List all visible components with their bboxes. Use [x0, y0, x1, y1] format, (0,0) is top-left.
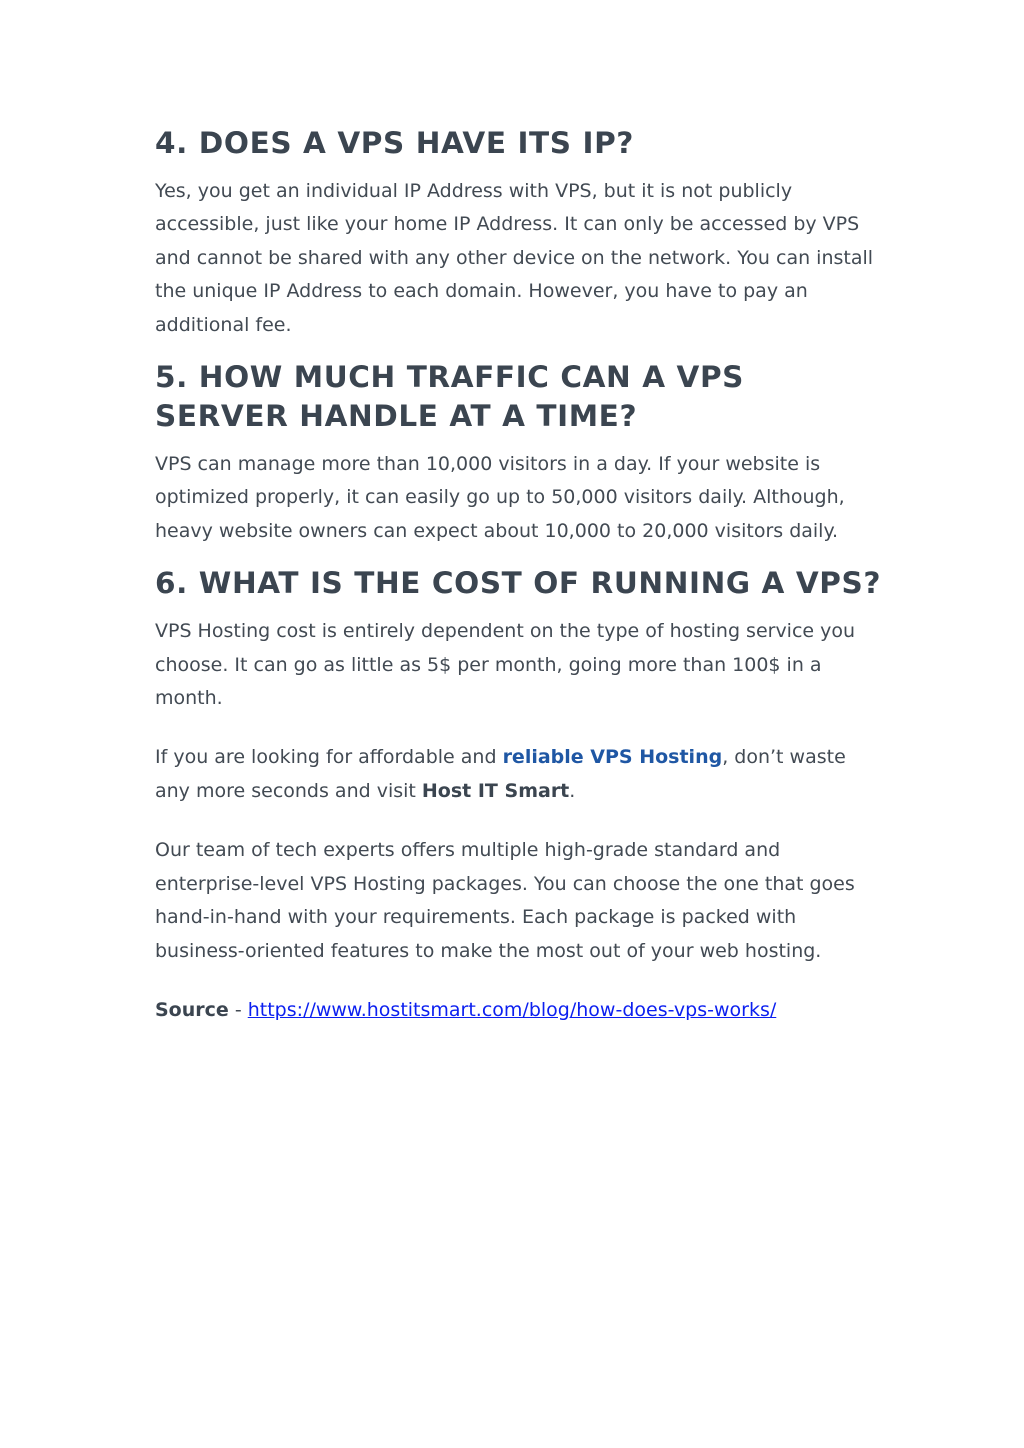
source-label: Source	[155, 998, 229, 1021]
section-heading-ip: 4. DOES A VPS HAVE ITS IP?	[155, 126, 635, 160]
section-body-traffic: VPS can manage more than 10,000 visitors in a day. If your website is optimized properly, it can easily go up to 50,000 visitors daily. Although, heavy website owners can expect about 10,000 to 20,000 visitors daily.	[155, 453, 845, 542]
source-separator: -	[228, 998, 248, 1021]
reliable-vps-hosting-link[interactable]: reliable VPS Hosting	[502, 746, 723, 769]
brand-name: Host IT Smart	[421, 779, 570, 802]
cta-paragraph	[155, 741, 885, 808]
cta-text-middle: , don’t waste any more seconds and visit	[155, 746, 846, 802]
cta-text-before: If you are looking for affordable and	[155, 746, 503, 769]
cta-text-after: .	[569, 779, 576, 802]
section-body-ip: Yes, you get an individual IP Address with VPS, but it is not publicly accessible, just like your home IP Address. It can only be accessed by VPS and cannot be shared with any other device on the network. You can install the unique IP Address to each domain. However, you have to pay an additional fee.	[155, 180, 874, 336]
source-line	[155, 994, 885, 1027]
article-content	[155, 124, 885, 1027]
team-paragraph: Our team of tech experts offers multiple high-grade standard and enterprise-level VPS Hosting packages. You can choose the one that goes hand-in-hand with your requirements. Each package is packed with business-oriented features to make the most out of your web hosting.	[155, 839, 855, 962]
section-heading-traffic: 5. HOW MUCH TRAFFIC CAN A VPS SERVER HANDLE AT A TIME?	[155, 360, 745, 434]
section-body-cost: VPS Hosting cost is entirely dependent on the type of hosting service you choose. It can go as little as 5$ per month, going more than 100$ in a month.	[155, 620, 856, 710]
source-url-link[interactable]: https://www.hostitsmart.com/blog/how-does-vps-works/	[247, 998, 777, 1021]
section-heading-cost: 6. WHAT IS THE COST OF RUNNING A VPS?	[155, 566, 882, 601]
